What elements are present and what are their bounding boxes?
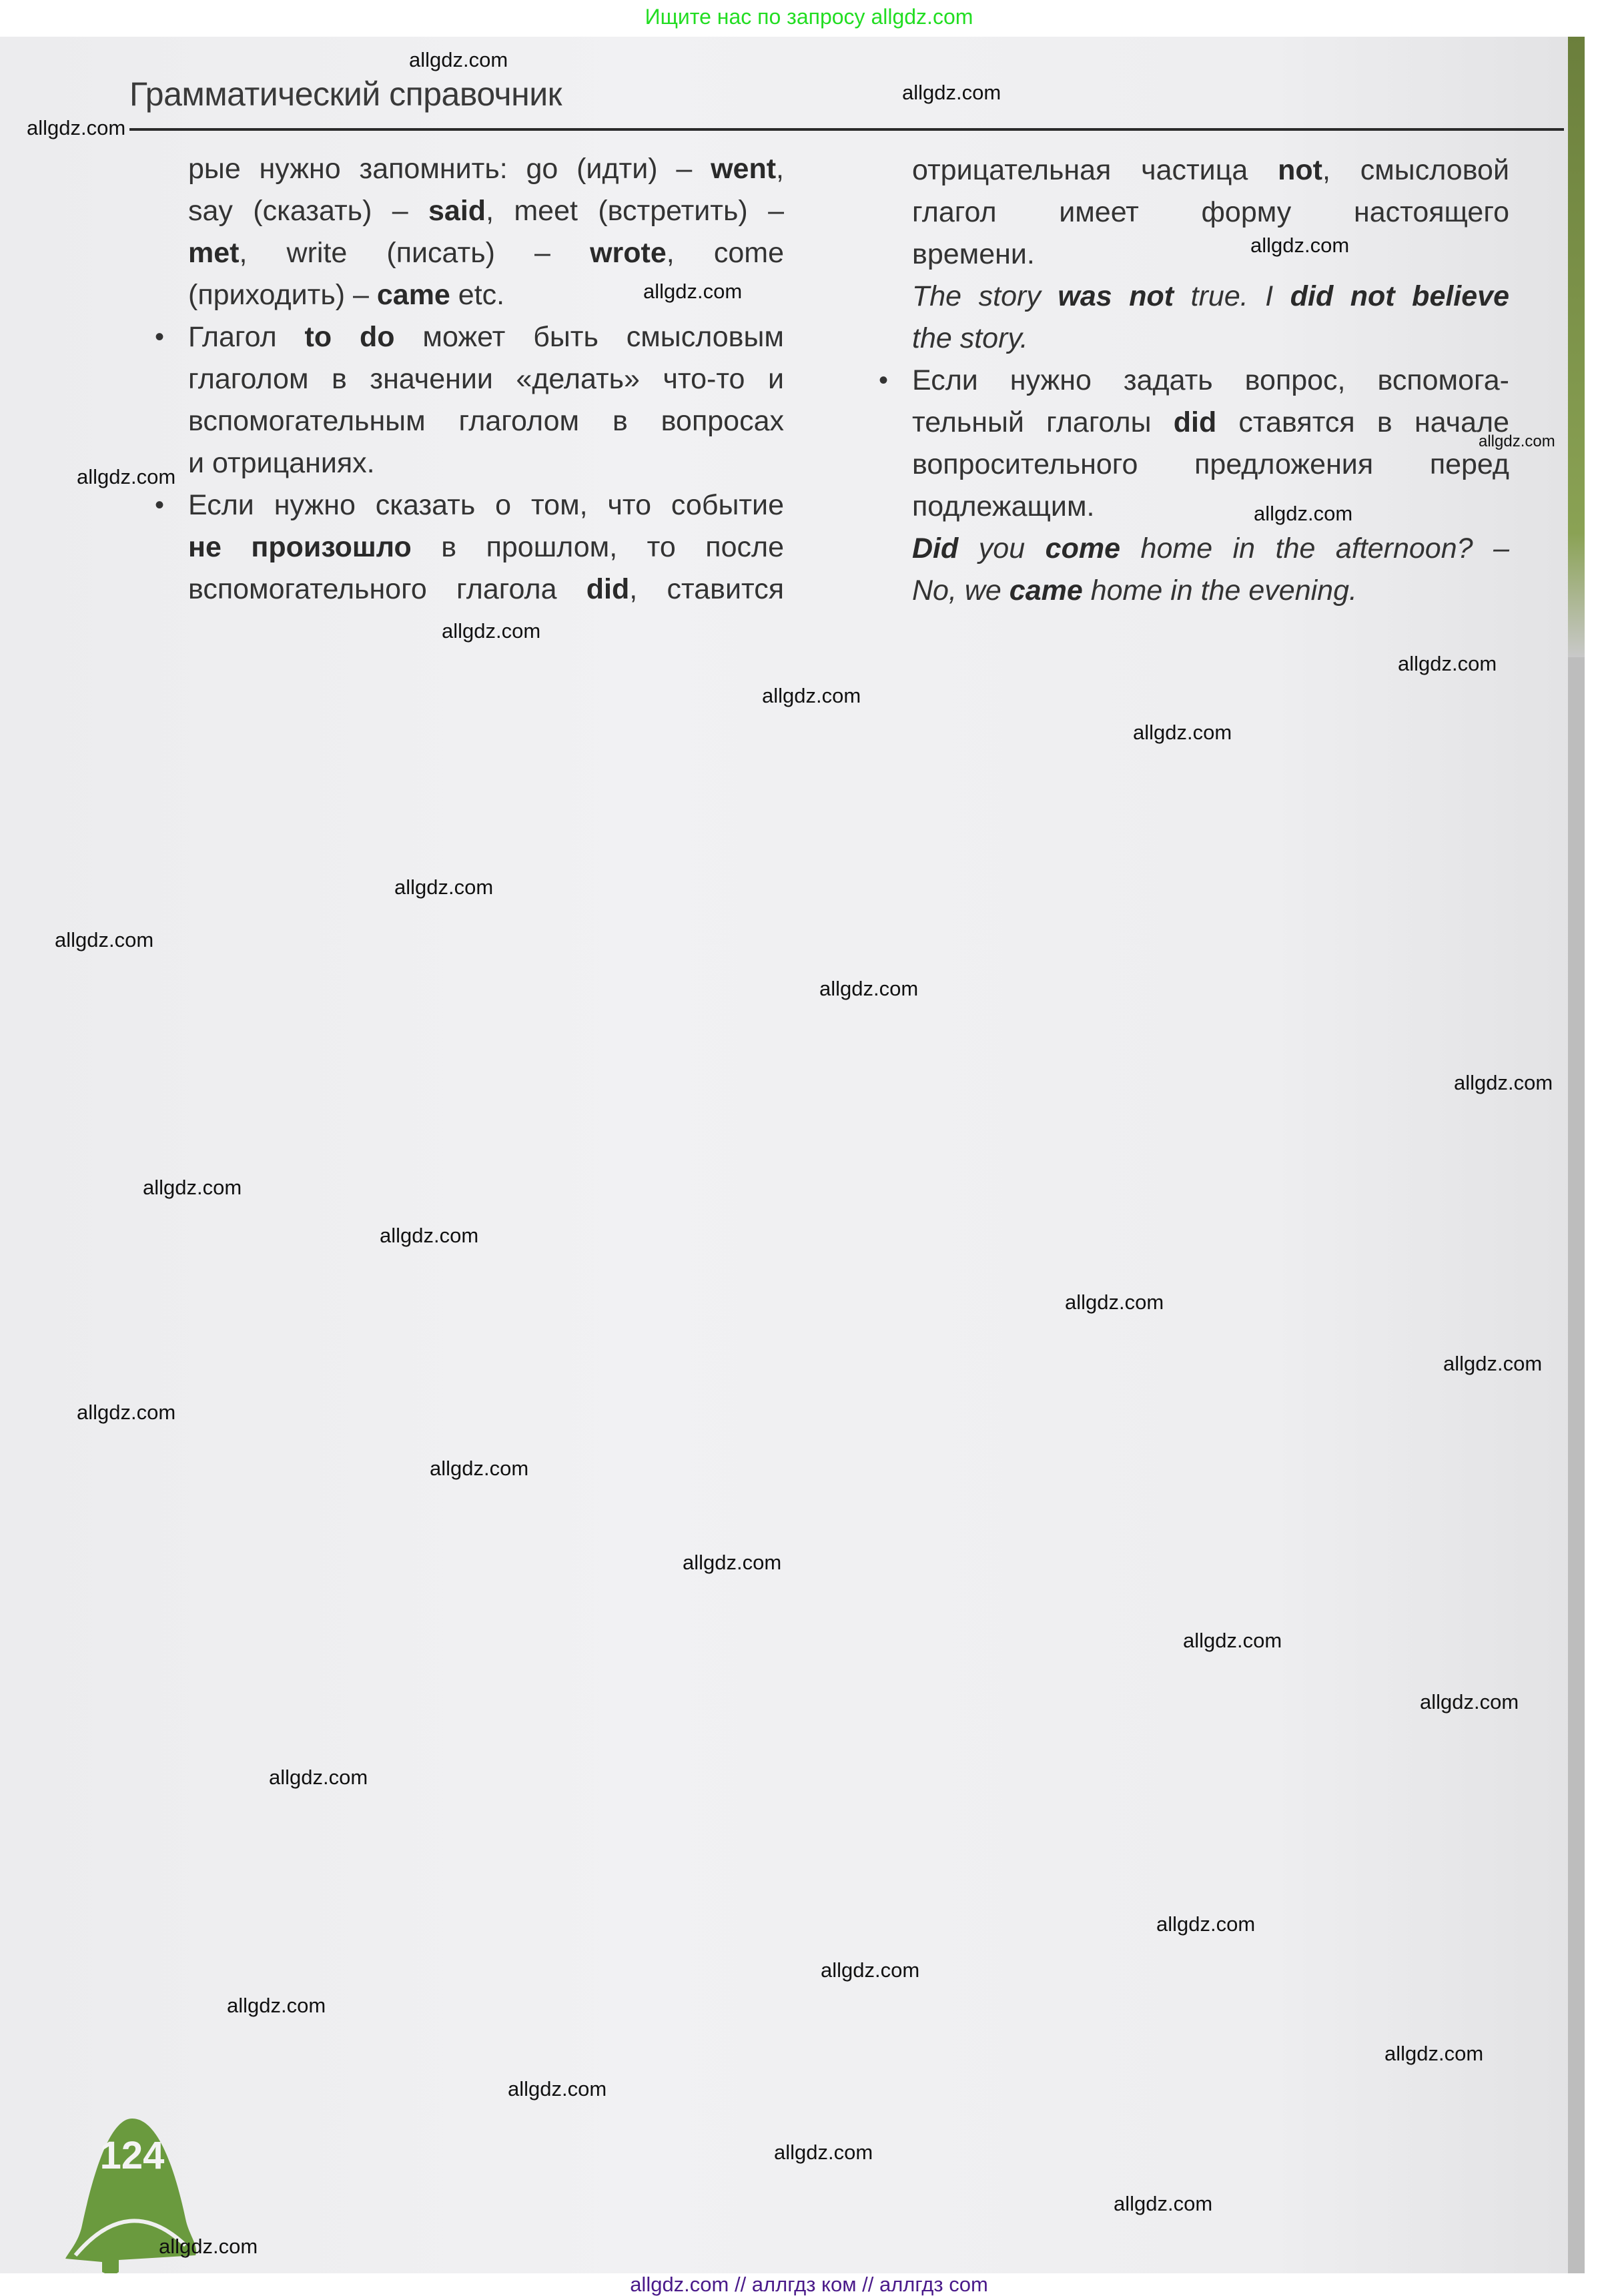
- bold-term: not: [1278, 154, 1322, 186]
- text-segment: , ставится: [629, 573, 784, 605]
- text-line: [912, 149, 1509, 192]
- text-line: [912, 234, 1509, 276]
- footer-banner: [0, 2273, 1618, 2295]
- bold-term: came: [376, 279, 450, 311]
- text-segment: в прошлом, то после: [411, 531, 784, 563]
- text-segment: вопросительного предложения перед: [912, 448, 1509, 480]
- bold-term: said: [428, 195, 486, 227]
- watermark: allgdz.com: [683, 1551, 782, 1574]
- watermark: allgdz.com: [819, 977, 919, 1000]
- text-segment: , meet (встретить) –: [486, 195, 784, 227]
- bullet-icon: •: [879, 366, 889, 395]
- bold-term: did: [1173, 406, 1217, 438]
- watermark: allgdz.com: [143, 1176, 242, 1199]
- text-line: [912, 570, 1509, 612]
- text-segment: тельный глаголы: [912, 406, 1174, 438]
- text-segment: глагол имеет форму настоящего: [912, 196, 1509, 228]
- left-column: [155, 148, 784, 611]
- text-segment: No, we: [912, 575, 1009, 607]
- text-segment: вспомогательным глаголом в вопросах: [188, 405, 784, 437]
- text-segment: Глагол: [188, 321, 305, 353]
- watermark: allgdz.com: [409, 48, 508, 71]
- text-line: [188, 190, 784, 232]
- text-line: [188, 526, 784, 568]
- header-divider: [129, 128, 1564, 131]
- text-line: [912, 528, 1509, 570]
- text-line: [188, 232, 784, 274]
- footer-text: allgdz.com // аллгдз ком // аллгдз com: [630, 2273, 988, 2296]
- watermark: allgdz.com: [1479, 432, 1555, 450]
- page-edge-green-tab: [1568, 37, 1585, 657]
- bold-term: come: [1045, 532, 1121, 564]
- watermark: allgdz.com: [269, 1766, 368, 1789]
- text-segment: рые нужно запомнить: go (идти) –: [188, 153, 711, 185]
- text-line: [912, 276, 1509, 318]
- watermark: allgdz.com: [1156, 1912, 1256, 1936]
- watermark: allgdz.com: [762, 684, 861, 707]
- watermark: allgdz.com: [1384, 2042, 1484, 2065]
- bold-term: не произошло: [188, 531, 412, 563]
- watermark: allgdz.com: [821, 1958, 920, 1982]
- text-segment: времени.: [912, 238, 1035, 270]
- watermark: allgdz.com: [1398, 652, 1497, 675]
- text-segment: вспомогательного глагола: [188, 573, 586, 605]
- text-segment: ставятся в начале: [1216, 406, 1509, 438]
- text-segment: the story.: [912, 322, 1028, 354]
- watermark: allgdz.com: [380, 1224, 479, 1247]
- text-segment: true. I: [1174, 280, 1290, 312]
- text-segment: , смысловой: [1322, 154, 1509, 186]
- text-segment: отрицательная частица: [912, 154, 1278, 186]
- watermark: allgdz.com: [55, 928, 154, 951]
- text-segment: Если нужно сказать о том, что событие: [188, 489, 784, 521]
- bullet-icon: •: [155, 322, 165, 352]
- text-line: [188, 148, 784, 190]
- bold-term: Did: [912, 532, 959, 564]
- text-segment: глаголом в значении «делать» что-то и: [188, 363, 784, 395]
- text-segment: etc.: [450, 279, 505, 311]
- text-segment: и отрицаниях.: [188, 447, 375, 479]
- text-line: [155, 484, 784, 526]
- bold-term: came: [1009, 575, 1083, 607]
- text-line: [188, 400, 784, 442]
- text-line: [912, 402, 1509, 444]
- watermark: allgdz.com: [1443, 1352, 1543, 1375]
- text-segment: The story: [912, 280, 1058, 312]
- text-segment: подлежащим.: [912, 490, 1095, 522]
- page-number: 124: [99, 2134, 165, 2177]
- watermark: allgdz.com: [1420, 1690, 1519, 1713]
- text-segment: ,: [776, 153, 784, 185]
- text-segment: (приходить) –: [188, 279, 377, 311]
- text-segment: , write (писать) –: [239, 237, 590, 269]
- watermark: allgdz.com: [1133, 721, 1232, 744]
- watermark: allgdz.com: [1065, 1290, 1164, 1314]
- right-column: [879, 149, 1509, 612]
- bold-term: did not believe: [1290, 280, 1509, 312]
- watermark: allgdz.com: [508, 2077, 607, 2100]
- watermark: allgdz.com: [442, 619, 541, 643]
- text-line: [912, 444, 1509, 486]
- bold-term: wrote: [590, 237, 667, 269]
- bold-term: went: [711, 153, 777, 185]
- watermark: allgdz.com: [227, 1994, 326, 2017]
- watermark: allgdz.com: [902, 81, 1001, 104]
- watermark: allgdz.com: [77, 465, 176, 488]
- watermark: allgdz.com: [27, 116, 126, 139]
- text-line: [188, 442, 784, 484]
- watermark: allgdz.com: [430, 1457, 529, 1480]
- watermark: allgdz.com: [643, 280, 743, 303]
- watermark: allgdz.com: [394, 875, 494, 899]
- watermark: allgdz.com: [1114, 2192, 1213, 2215]
- text-segment: home in the afternoon? –: [1120, 532, 1509, 564]
- text-line: [912, 486, 1509, 528]
- top-banner-text: Ищите нас по запросу allgdz.com: [645, 5, 973, 29]
- watermark: allgdz.com: [1183, 1629, 1282, 1652]
- text-segment: you: [958, 532, 1046, 564]
- bold-term: did: [586, 573, 630, 605]
- watermark: allgdz.com: [159, 2235, 258, 2258]
- text-segment: home in the evening.: [1082, 575, 1357, 607]
- text-line: [912, 192, 1509, 234]
- text-segment: , come: [666, 237, 784, 269]
- text-line: [188, 358, 784, 400]
- top-banner: [0, 0, 1618, 37]
- text-segment: say (сказать) –: [188, 195, 429, 227]
- bold-term: met: [188, 237, 240, 269]
- watermark: allgdz.com: [1254, 502, 1353, 525]
- watermark: allgdz.com: [774, 2141, 873, 2164]
- bullet-icon: •: [155, 490, 165, 520]
- text-segment: Если нужно задать вопрос, вспомога-: [912, 364, 1509, 396]
- text-segment: может быть смысловым: [394, 321, 784, 353]
- text-line: [912, 318, 1509, 360]
- bold-term: to do: [304, 321, 395, 353]
- watermark: allgdz.com: [1250, 234, 1350, 257]
- watermark: allgdz.com: [1454, 1071, 1553, 1094]
- text-line: [155, 316, 784, 358]
- text-line: [188, 568, 784, 611]
- watermark: allgdz.com: [77, 1401, 176, 1424]
- text-line: [879, 360, 1509, 402]
- bold-term: was not: [1058, 280, 1174, 312]
- page-title: Грамматический справочник: [129, 75, 562, 113]
